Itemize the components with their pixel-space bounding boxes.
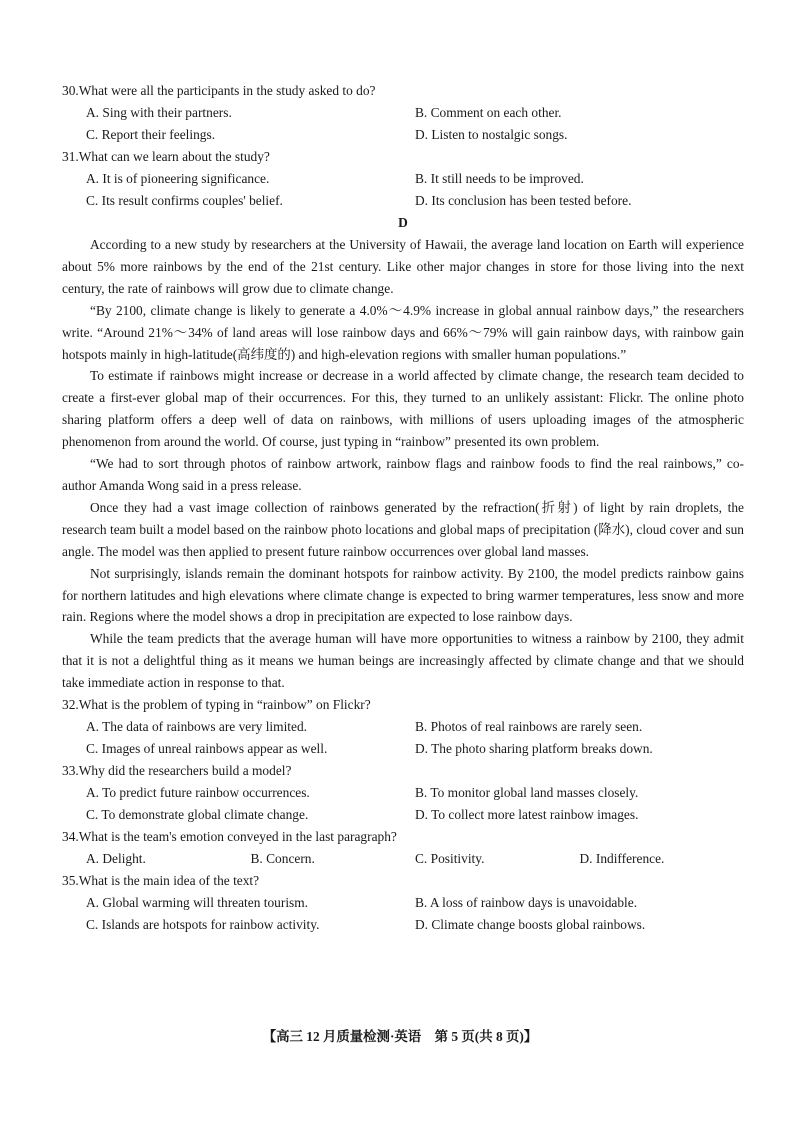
option-c: C. Its result confirms couples' belief. (86, 193, 283, 208)
question-30 (62, 80, 744, 102)
question-number: 33. (62, 763, 79, 779)
question-stem: What can we learn about the study? (78, 149, 270, 164)
question-number: 30. (62, 83, 79, 98)
option-c: C. Report their feelings. (86, 127, 216, 142)
option-d: D. Indifference. (579, 851, 665, 867)
option-d: D. Listen to nostalgic songs. (415, 127, 568, 142)
question-33-options-row2 (62, 804, 744, 826)
passage-paragraph-5: Once they had a vast image collection of rainbows generated by the refraction(折射) of light by rain droplets, the research team built a model based on the rainbow photo locations and global maps of precipitation (降水), cloud cover and sun angle. The model was then applied to present future rainbow occurrences over global land masses. (62, 499, 744, 559)
option-a: A. The data of rainbows are very limited. (86, 719, 307, 735)
question-number: 31. (62, 149, 79, 164)
page-footer: 【高三 12 月质量检测·英语 第 5 页(共 8 页)】 (262, 1029, 538, 1044)
option-a: A. To predict future rainbow occurrences. (86, 785, 310, 801)
option-c: C. To demonstrate global climate change. (86, 807, 309, 823)
question-number: 35. (62, 873, 79, 889)
passage-paragraph-6: Not surprisingly, islands remain the dominant hotspots for rainbow activity. By 2100, the model predicts rainbow gains for northern latitudes and high elevations where climate change is expected to bring warmer temperatures, less snow and more rain. Regions where the model shows a drop in precipitation are expected to lose rainbow days. (62, 565, 744, 625)
option-b: B. A loss of rainbow days is unavoidable. (415, 895, 638, 911)
question-35-options-row2 (62, 914, 744, 936)
question-34-options (62, 848, 744, 870)
question-stem: What is the main idea of the text? (78, 873, 260, 889)
question-35 (62, 870, 744, 892)
question-stem: What is the team's emotion conveyed in the last paragraph? (78, 829, 397, 845)
passage-paragraph-4: “We had to sort through photos of rainbow artwork, rainbow flags and rainbow foods to find the real rainbows,” co-author Amanda Wong said in a press release. (62, 456, 744, 493)
question-31-options-row2 (62, 190, 744, 212)
option-c: C. Images of unreal rainbows appear as well. (86, 741, 328, 757)
option-b: B. It still needs to be improved. (415, 171, 584, 186)
question-33 (62, 760, 744, 782)
question-33-options (62, 782, 744, 804)
option-a: A. Global warming will threaten tourism. (86, 895, 309, 911)
question-stem: What is the problem of typing in “rainbow” on Flickr? (78, 697, 371, 713)
option-b: B. Photos of real rainbows are rarely seen. (415, 719, 643, 735)
question-31-options (62, 168, 744, 190)
question-34 (62, 826, 744, 848)
passage-paragraph-7: While the team predicts that the average human will have more opportunities to witness a rainbow by 2100, they admit that it is not a delightful thing as it means we human beings are increasingly affected by climate change and that we should take immediate action in response to that. (62, 631, 744, 691)
passage-paragraph-3: To estimate if rainbows might increase or decrease in a world affected by climate change, the research team decided to create a first-ever global map of their occurrences. For this, they turned to an unlikely assistant: Flickr. The online photo sharing platform offers a deep well of data on rainbows, with millions of users uploading images of the atmospheric phenomenon from around the world. Of course, just typing in “rainbow” presented its own problem. (62, 368, 744, 450)
question-number: 34. (62, 829, 79, 845)
option-a: A. It is of pioneering significance. (86, 171, 270, 186)
option-d: D. Climate change boosts global rainbows. (415, 917, 646, 933)
question-stem: What were all the participants in the study asked to do? (78, 83, 376, 98)
question-30-options-row2 (62, 124, 744, 146)
exam-page (62, 80, 744, 936)
question-stem: Why did the researchers build a model? (78, 763, 292, 779)
option-d: D. The photo sharing platform breaks down. (415, 741, 653, 757)
section-title: D (398, 215, 408, 230)
question-32 (62, 694, 744, 716)
option-d: D. To collect more latest rainbow images. (415, 807, 639, 823)
question-32-options-row2 (62, 738, 744, 760)
option-b: B. Concern. (250, 851, 315, 867)
option-d: D. Its conclusion has been tested before. (415, 193, 632, 208)
question-31 (62, 146, 744, 168)
option-a: A. Sing with their partners. (86, 105, 232, 120)
option-b: B. To monitor global land masses closely. (415, 785, 639, 801)
option-c: C. Positivity. (415, 851, 485, 867)
question-30-options (62, 102, 744, 124)
question-32-options (62, 716, 744, 738)
passage-paragraph-2: “By 2100, climate change is likely to generate a 4.0%～4.9% increase in global annual rainbow days,” the researchers write. “Around 21%～34% of land areas will lose rainbow days and 66%～79% will gain rainbow days, with rainbow gain hotspots mainly in high-latitude(高纬度的) and high-elevation regions with smaller human populations.” (62, 302, 744, 362)
question-35-options (62, 892, 744, 914)
option-b: B. Comment on each other. (415, 105, 562, 120)
option-a: A. Delight. (86, 851, 146, 867)
option-c: C. Islands are hotspots for rainbow activity. (86, 917, 320, 933)
passage-paragraph-1: According to a new study by researchers at the University of Hawaii, the average land location on Earth will experience about 5% more rainbows by the end of the 21st century. Like other major changes in store for those living into the next century, the rate of rainbows will grow due to climate change. (62, 237, 744, 296)
question-number: 32. (62, 697, 79, 713)
